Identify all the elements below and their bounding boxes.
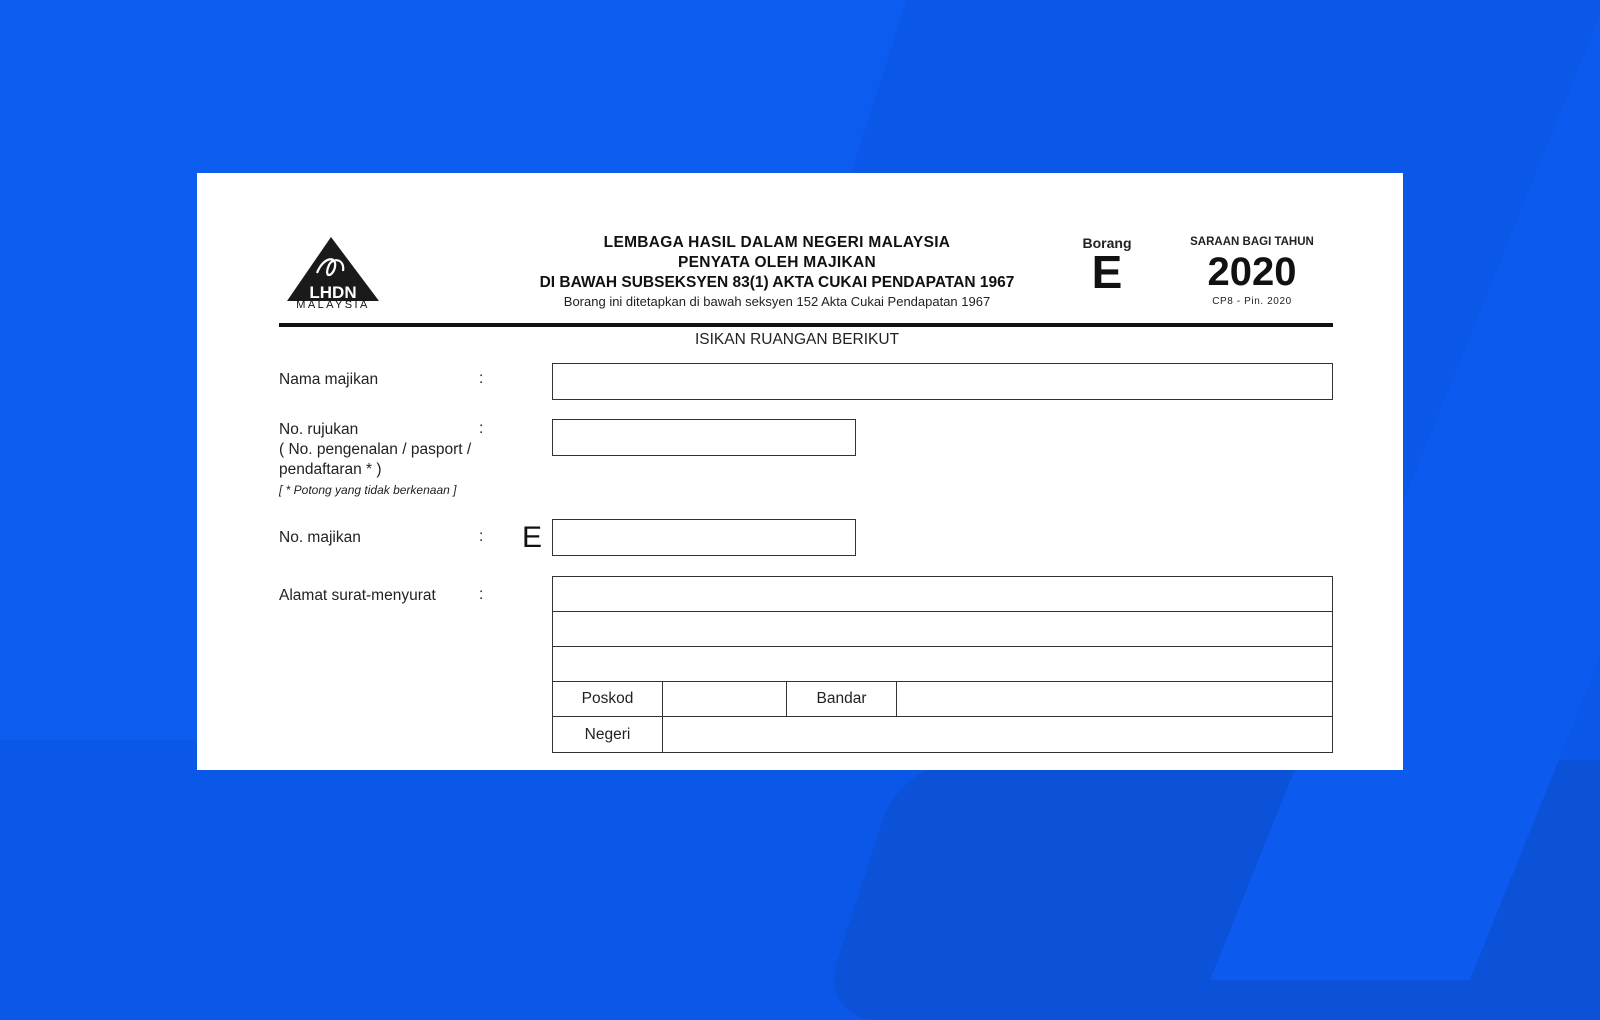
form-code: CP8 - Pin. 2020 [1212,296,1292,307]
borang-label: Borang [1082,235,1132,251]
borang-code: E [1091,246,1123,298]
no-rujukan-sub1: ( No. pengenalan / pasport / [279,441,472,458]
header-line-3: DI BAWAH SUBSEKSYEN 83(1) AKTA CUKAI PENDAPATAN 1967 [539,274,1015,291]
form-header [497,233,1057,311]
colon: : [479,586,484,603]
no-rujukan-note: [ * Potong yang tidak berkenaan ] [279,483,457,497]
negeri-label: Negeri [553,717,663,752]
negeri-row [553,717,1332,752]
lhdn-logo [279,235,387,309]
header-line-1: LEMBAGA HASIL DALAM NEGERI MALAYSIA [603,234,951,251]
saraan-label: SARAAN BAGI TAHUN [1190,236,1314,248]
no-majikan-label: No. majikan [279,529,361,546]
no-majikan-prefix: E [522,521,543,554]
no-rujukan-label: No. rujukan [279,421,359,438]
no-rujukan-label-block [279,420,471,500]
alamat-line-2-input[interactable] [553,612,1332,647]
header-divider [279,323,1333,327]
logo-caption: MALAYSIA [296,299,370,311]
instruction-text: ISIKAN RUANGAN BERIKUT [694,331,900,348]
alamat-line-3-input[interactable] [553,647,1332,682]
logo-text: LHDN [309,283,357,302]
no-rujukan-sub2: pendaftaran * ) [279,461,382,478]
colon: : [479,370,484,387]
alamat-label: Alamat surat-menyurat [279,587,436,604]
nama-majikan-label: Nama majikan [279,371,379,388]
nama-majikan-input[interactable] [552,363,1333,400]
alamat-line-1-input[interactable] [553,577,1332,612]
poskod-input[interactable] [663,682,787,716]
no-rujukan-input[interactable] [552,419,856,456]
tax-year: 2020 [1207,250,1297,294]
negeri-input[interactable] [663,717,1332,752]
poskod-label: Poskod [553,682,663,716]
colon: : [479,528,484,545]
form-document [197,173,1403,770]
alamat-table [552,576,1333,753]
colon: : [479,420,484,437]
bandar-label: Bandar [787,682,897,716]
header-line-2: PENYATA OLEH MAJIKAN [677,254,877,271]
poskod-bandar-row [553,682,1332,717]
bandar-input[interactable] [897,682,1332,716]
no-majikan-input[interactable] [552,519,856,556]
header-line-4: Borang ini ditetapkan di bawah seksyen 152 Akta Cukai Pendapatan 1967 [563,294,991,309]
